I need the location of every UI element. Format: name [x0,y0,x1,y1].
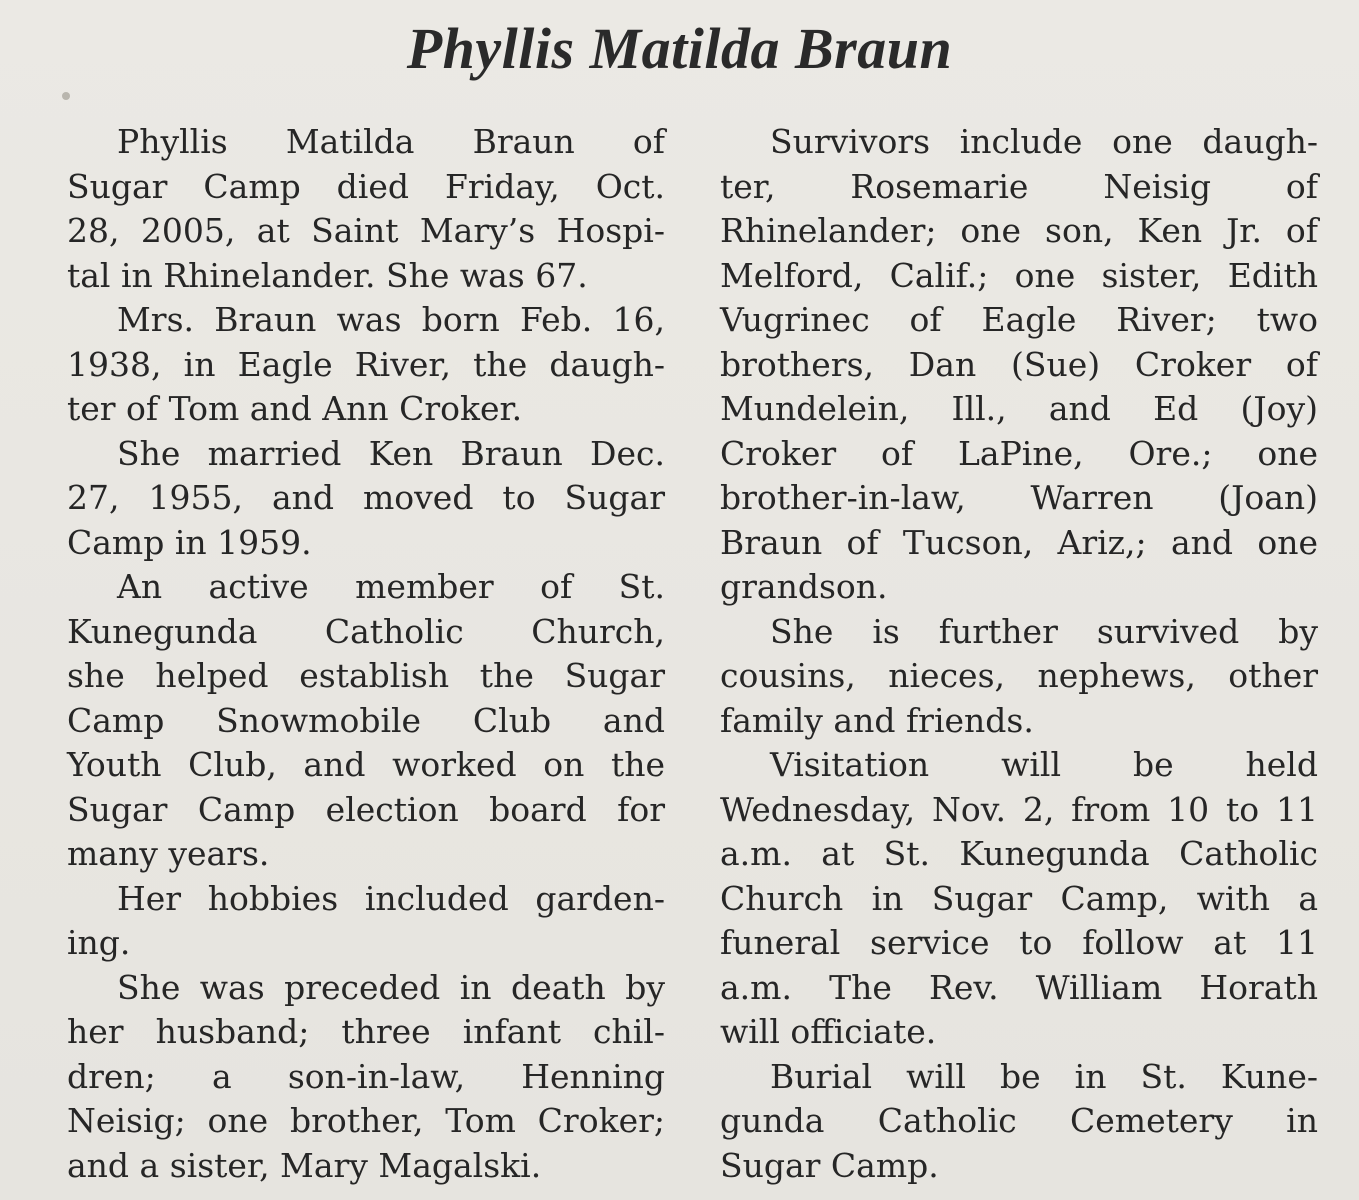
text-line: grandson. [720,567,888,606]
left-column [67,120,665,1188]
text-line: Sugar Camp died Friday, Oct. [67,166,665,206]
text-line: Camp in 1959. [67,522,312,562]
text-line: Burial will be in St. Kune- [770,1056,1318,1096]
text-line: Survivors include one daugh- [770,122,1318,161]
text-line: dren; a son-in-law, Henning [67,1056,665,1096]
paper-speck [62,92,70,100]
text-line: cousins, nieces, nephews, other [720,656,1318,695]
text-line: her husband; three infant chil- [67,1012,665,1051]
text-line: Neisig; one brother, Tom Croker; [67,1101,665,1140]
text-line: she helped establish the Sugar [67,656,665,695]
text-line: funeral service to follow at 11 [720,923,1318,962]
text-line: ing. [67,923,131,962]
text-line: 28, 2005, at Saint Mary’s Hospi- [67,211,665,250]
text-line: will officiate. [720,1012,937,1051]
text-line: She married Ken Braun Dec. [117,433,665,473]
text-line: Phyllis Matilda Braun of [117,122,665,161]
text-line: gunda Catholic Cemetery in [720,1101,1318,1140]
text-line: Visitation will be held [770,745,1318,784]
text-line: a.m. at St. Kunegunda Catholic [720,834,1318,873]
text-line: brothers, Dan (Sue) Croker of [720,344,1318,384]
text-line: family and friends. [720,700,1034,740]
text-line: Braun of Tucson, Ariz,; and one [720,522,1318,562]
text-line: tal in Rhinelander. She was 67. [67,255,588,295]
text-line: Kunegunda Catholic Church, [67,611,665,651]
obituary-title: Phyllis Matilda Braun [406,16,953,81]
text-line: Rhinelander; one son, Ken Jr. of [720,211,1318,250]
text-line: She was preceded in death by [117,967,665,1007]
text-line: Her hobbies included garden- [117,878,665,918]
text-line: ter, Rosemarie Neisig of [720,166,1318,206]
text-line: Vugrinec of Eagle River; two [720,300,1318,339]
text-line: 27, 1955, and moved to Sugar [67,478,665,517]
text-line: She is further survived by [770,611,1318,651]
text-line: Wednesday, Nov. 2, from 10 to 11 [720,789,1318,829]
text-line: An active member of St. [117,567,665,606]
text-line: Youth Club, and worked on the [67,745,665,784]
text-line: Croker of LaPine, Ore.; one [720,433,1318,473]
right-column [720,120,1318,1188]
text-line: Camp Snowmobile Club and [67,700,665,740]
text-line: Mrs. Braun was born Feb. 16, [117,300,665,339]
text-line: Sugar Camp. [720,1145,939,1185]
text-line: Melford, Calif.; one sister, Edith [720,255,1318,295]
text-line: Mundelein, Ill., and Ed (Joy) [720,389,1318,428]
text-line: Church in Sugar Camp, with a [720,878,1318,918]
text-line: a.m. The Rev. William Horath [720,967,1318,1007]
text-line: 1938, in Eagle River, the daugh- [67,344,665,384]
text-line: many years. [67,834,270,873]
text-line: brother-in-law, Warren (Joan) [720,478,1318,517]
text-line: and a sister, Mary Magalski. [67,1145,542,1185]
text-line: Sugar Camp election board for [67,789,665,829]
text-line: ter of Tom and Ann Croker. [67,389,523,428]
